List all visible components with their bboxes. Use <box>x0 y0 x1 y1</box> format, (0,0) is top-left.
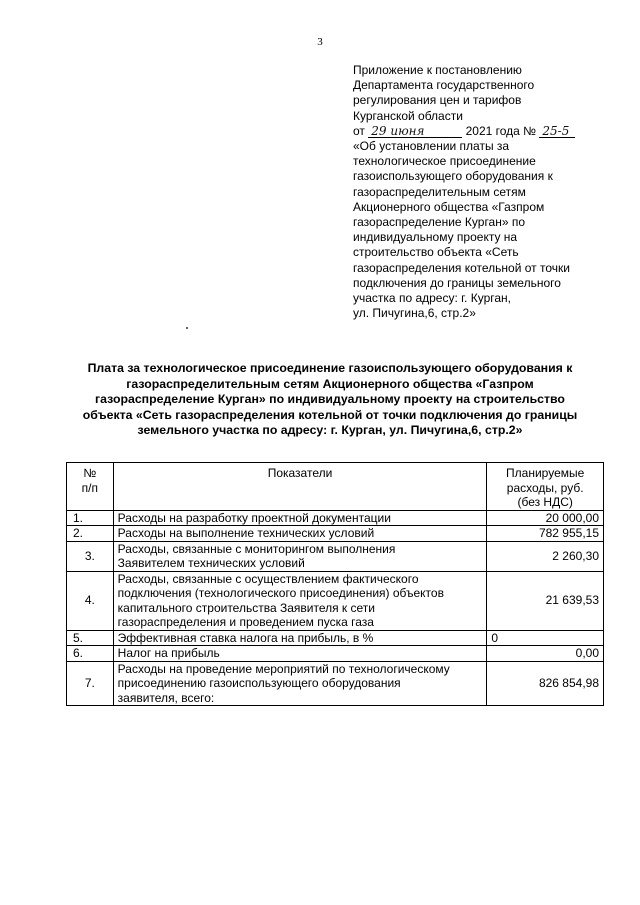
table-row <box>67 541 604 571</box>
appendix-subject-line: газораспределительным сетям <box>353 184 526 199</box>
appendix-subject-line: ул. Пичугина,6, стр.2» <box>353 306 476 321</box>
appendix-header <box>353 63 623 321</box>
year-text: 2021 года № <box>465 123 537 138</box>
row-indicator: Расходы на проведение мероприятий по технологическому присоединению газоиспользующего оборудования заявителя, всего: <box>113 661 487 706</box>
appendix-subject-line: газоиспользующего оборудования к <box>353 169 553 184</box>
table-row <box>67 526 604 542</box>
row-num: 2. <box>67 526 114 542</box>
header-value: Планируемые расходы, руб. (без НДС) <box>487 463 604 511</box>
row-num: 4. <box>67 571 114 630</box>
appendix-subject-line: индивидуальному проекту на <box>353 230 518 245</box>
scan-speck <box>186 327 188 329</box>
appendix-subject-line: «Об установлении платы за <box>353 139 510 154</box>
row-indicator: Эффективная ставка налога на прибыль, в % <box>113 630 487 646</box>
page-number: 3 <box>317 36 323 48</box>
row-value: 782 955,15 <box>487 526 604 542</box>
appendix-line: регулирования цен и тарифов <box>353 93 522 108</box>
appendix-subject-line: Акционерного общества «Газпром <box>353 199 545 214</box>
title-line: газораспределение Курган» по индивидуальному проекту на строительство <box>95 392 565 406</box>
appendix-subject-line: технологическое присоединение <box>353 154 536 169</box>
row-indicator: Расходы, связанные с осуществлением фактического подключения (технологического присоединения) объектов капитального строительства Заявителя к сети газораспределения и проведением пуска газа <box>113 571 487 630</box>
table-row <box>67 661 604 706</box>
appendix-line: Приложение к постановлению <box>353 63 522 77</box>
row-num: 7. <box>67 661 114 706</box>
appendix-subject-line: газораспределение Курган» по <box>353 215 526 230</box>
row-value: 0 <box>487 630 604 646</box>
handwritten-number: 25-5 <box>539 125 575 138</box>
appendix-line: Курганской области <box>353 108 463 123</box>
title-line: объекта «Сеть газораспределения котельной от точки подключения до границы <box>82 407 578 422</box>
header-indicator: Показатели <box>113 463 487 511</box>
row-indicator: Расходы, связанные с мониторингом выполнения Заявителем технических условий <box>113 541 487 571</box>
row-num: 6. <box>67 646 114 662</box>
row-value: 826 854,98 <box>487 661 604 706</box>
header-num: № п/п <box>67 463 114 511</box>
appendix-date-line <box>353 124 623 139</box>
title-line: Плата за технологическое присоединение газоиспользующего оборудования к <box>87 361 573 375</box>
row-value: 2 260,30 <box>487 541 604 571</box>
handwritten-date: 29 июня <box>368 125 462 138</box>
costs-table <box>66 462 604 706</box>
row-indicator: Налог на прибыль <box>113 646 487 662</box>
table-row <box>67 630 604 646</box>
appendix-subject-line: газораспределения котельной от точки <box>353 260 570 275</box>
row-num: 3. <box>67 541 114 571</box>
row-num: 5. <box>67 630 114 646</box>
table-row <box>67 571 604 630</box>
row-num: 1. <box>67 510 114 526</box>
appendix-subject-line: строительство объекта «Сеть <box>353 245 519 260</box>
row-value: 0,00 <box>487 646 604 662</box>
appendix-subject-line: участка по адресу: г. Курган, <box>353 291 511 306</box>
row-indicator: Расходы на разработку проектной документации <box>113 510 487 526</box>
table-header-row <box>67 463 604 511</box>
table-row <box>67 646 604 662</box>
document-title <box>60 361 600 439</box>
row-value: 20 000,00 <box>487 510 604 526</box>
appendix-line: Департамента государственного <box>353 78 535 93</box>
appendix-subject-line: подключения до границы земельного <box>353 275 561 290</box>
row-value: 21 639,53 <box>487 571 604 630</box>
row-indicator: Расходы на выполнение технических условий <box>113 526 487 542</box>
date-prefix: от <box>353 123 365 138</box>
title-line: земельного участка по адресу: г. Курган, ул. Пичугина,6, стр.2» <box>137 423 523 437</box>
table-row <box>67 510 604 526</box>
title-line: газораспределительным сетям Акционерного общества «Газпром <box>126 376 534 391</box>
